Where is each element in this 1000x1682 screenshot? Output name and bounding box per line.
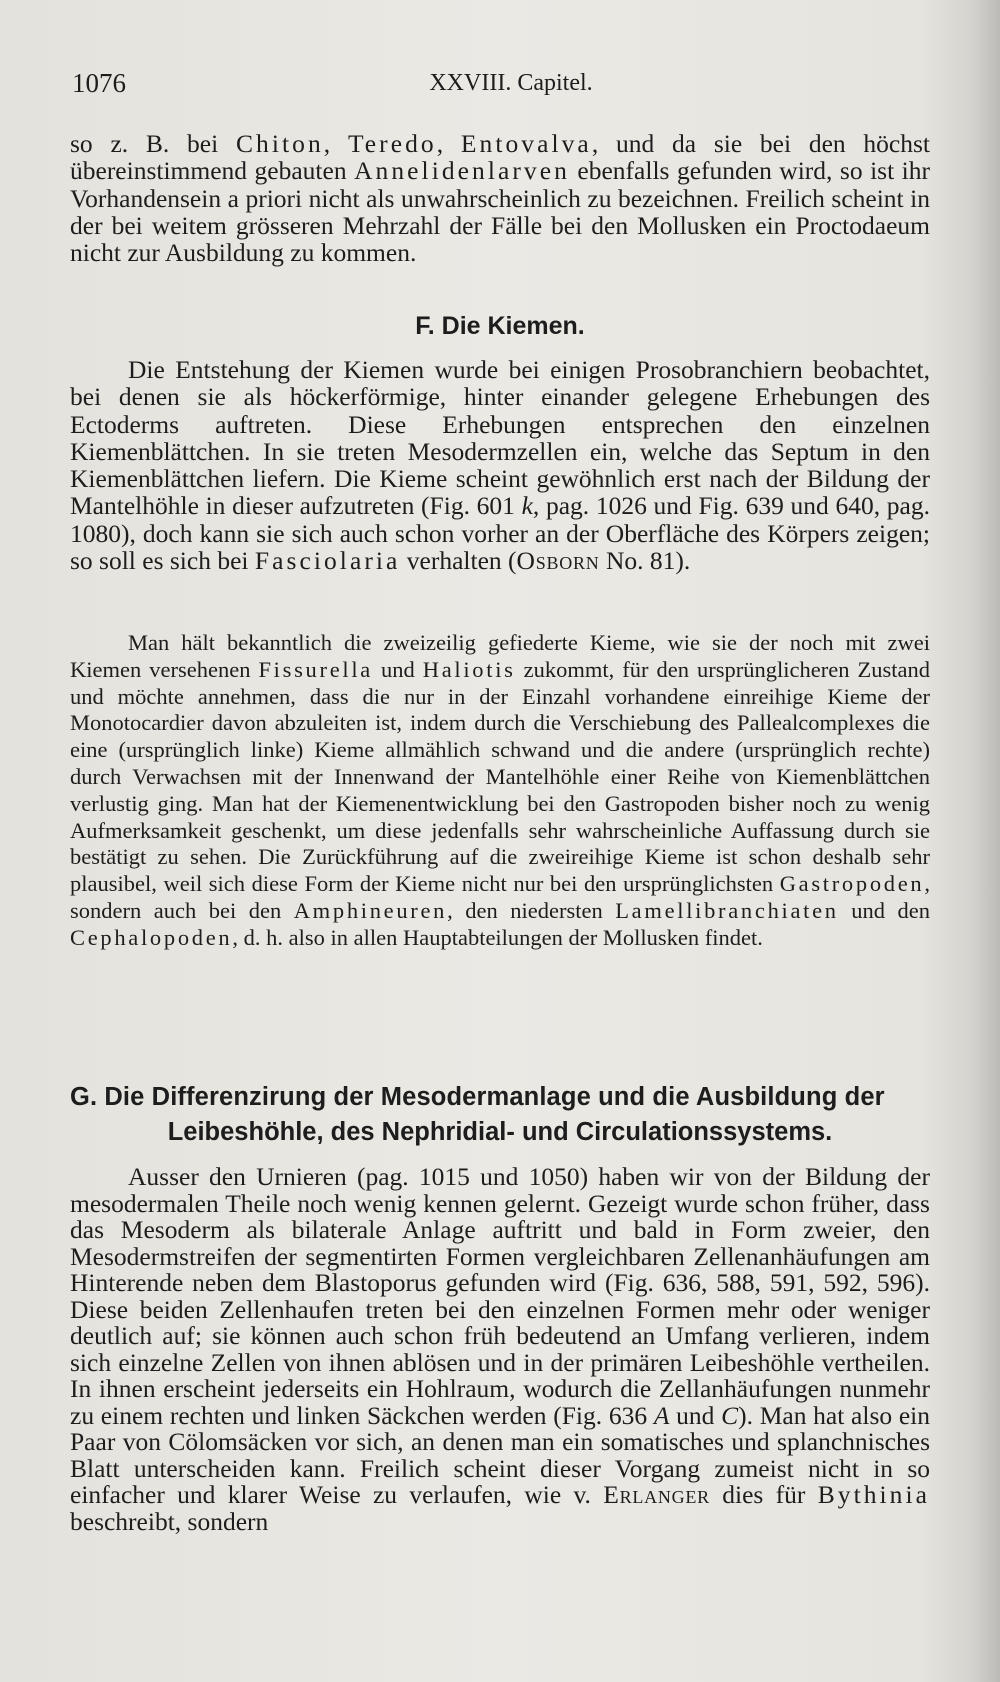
genus-fissurella: Fissurella	[258, 656, 373, 682]
taxon-lamellibranchiaten: Lamellibranchiaten	[615, 897, 839, 923]
text-run: , sondern auch bei den	[70, 871, 930, 923]
genus-fasciolaria: Fasciolaria	[254, 546, 401, 576]
term-annelidenlarven: Annelidenlarven	[354, 156, 570, 186]
text-run: verhalten (	[400, 546, 517, 576]
text-run: , pag. 1026 und Fig. 639 und 640, pag. 1080), doch kann sie sich auch schon vorher an der Oberfläche des Körpers zeigen; so soll es sich bei	[70, 491, 930, 576]
paragraph-proctodaeum	[70, 130, 930, 266]
text-run: Ausser den Urnieren (pag. 1015 und 1050) haben wir von der Bildung der mesodermalen Theile noch wenig kennen gelernt. Gezeigt wurde schon früher, dass das Mesoderm als bilaterale Anlage auftritt und bald in Form zweier, den Mesodermstreifen der segmentirten Formen vergleichbaren Zellenanhäufungen am Hinterende neben dem Blastoporus gefunden wird (Fig. 636, 588, 591, 592, 596). Diese beiden Zellenhaufen treten bei den einzelnen Formen mehr oder weniger deutlich auf; sie können auch schon früh bedeutend an Umfang verlieren, indem sich einzelne Zellen von ihnen ablösen und in der primären Leibeshöhle vertheilen. In ihnen erscheint jederseits ein Hohlraum, wodurch die Zellanhäufungen nunmehr zu einem rechten und linken Säckchen werden (Fig. 636	[70, 1162, 930, 1430]
author-osborn: Osborn	[516, 546, 600, 576]
section-heading-f: F. Die Kiemen.	[415, 312, 585, 340]
text-run: und	[669, 1400, 722, 1430]
genus-chiton: Chiton	[235, 129, 324, 158]
genus-haliotis: Haliotis	[422, 656, 516, 682]
text-run: dies für	[709, 1480, 818, 1509]
genus-entovalva: Entovalva	[460, 129, 592, 158]
genus-bythinia: Bythinia	[817, 1480, 931, 1509]
page-number: 1076	[72, 68, 126, 98]
text-run: beschreibt, sondern	[70, 1506, 269, 1536]
text-run: , und da sie bei den höchst übereinstimmend gebauten	[70, 129, 931, 186]
figure-letter-c: C	[721, 1400, 739, 1430]
author-erlanger: Erlanger	[603, 1480, 710, 1509]
text-run: ). Man hat also ein Paar von Cölomsäcken vor sich, an denen man ein somatisches und splanchnisches Blatt unterscheiden kann. Freilich scheint dieser Vorgang zumeist nicht in so einfacher und klarer Weise zu verlaufen, wie v.	[70, 1400, 930, 1509]
text-run: ebenfalls gefunden wird, so ist ihr Vorhandensein a priori nicht als unwahrscheinlich zu bezeichnen. Freilich scheint in der bei weitem grösseren Mehrzahl der Fälle bei den Mollusken ein Proctodaeum nicht zur Ausbildung zu kommen.	[70, 156, 930, 268]
page-header	[72, 68, 930, 108]
paragraph-small-print	[70, 630, 930, 952]
text-run: so z. B. bei	[70, 129, 236, 158]
paragraph-kiemen	[70, 356, 930, 574]
text-run: Man hält bekanntlich die zweizeilig gefiederte Kieme, wie sie der noch mit zwei Kiemen versehenen	[70, 630, 930, 682]
figure-letter-k: k	[521, 491, 533, 521]
text-run: , d. h. also in allen Hauptabteilungen der Mollusken findet.	[232, 924, 763, 950]
taxon-amphineuren: Amphineuren	[293, 897, 448, 923]
running-title: XXVIII. Capitel.	[429, 70, 593, 96]
text-run: und	[372, 656, 423, 682]
taxon-cephalopoden: Cephalopoden	[70, 924, 233, 950]
section-heading-g	[70, 1080, 930, 1150]
paragraph-mesoderm	[70, 1164, 930, 1535]
text-run: ,	[436, 129, 461, 158]
text-run: No. 81).	[599, 546, 691, 576]
text-run: zukommt, für den ursprünglicheren Zustand und möchte annehmen, dass die nur in der Einzahl vorhandene einreihige Kieme der Monotocardier davon abzuleiten ist, indem durch die Verschiebung des Pallealcomplexes die eine (ursprünglich linke) Kieme allmählich schwand und die andere (ursprünglich rechte) durch Verwachsen mit der Innenwand der Mantelhöhle einer Reihe von Kiemenblättchen verlustig ging. Man hat der Kiemenentwicklung bei den Gastropoden bisher noch zu wenig Aufmerksamkeit geschenkt, um diese jedenfalls sehr wahrscheinliche Auffassung durch sie bestätigt zu sehen. Die Zurückführung auf die zweireihige Kieme ist schon deshalb sehr plausibel, weil sich diese Form der Kieme nicht nur bei den ursprünglichsten	[70, 656, 931, 897]
text-run: , den niedersten	[447, 897, 616, 923]
text-run: ,	[323, 129, 348, 158]
taxon-gastropoden: Gastropoden	[779, 871, 925, 897]
section-heading-g-line1: G. Die Differenzirung der Mesodermanlage und die Ausbildung der	[70, 1083, 885, 1111]
section-heading-g-line2: Leibeshöhle, des Nephridial- und Circulationssystems.	[167, 1118, 833, 1146]
figure-letter-a: A	[653, 1400, 670, 1430]
genus-teredo: Teredo	[347, 129, 437, 158]
text-run: und den	[838, 897, 930, 923]
text-run: Die Entstehung der Kiemen wurde bei einigen Prosobranchiern beobachtet, bei denen sie als höckerförmige, hinter einander gelegene Erhebungen des Ectoderms auftreten. Diese Erhebungen entsprechen den einzelnen Kiemenblättchen. In sie treten Mesodermzellen ein, welche das Septum in den Kiemenblättchen liefern. Die Kieme scheint gewöhnlich erst nach der Bildung der Mantelhöhle in dieser aufzutreten (Fig. 601	[70, 355, 930, 521]
